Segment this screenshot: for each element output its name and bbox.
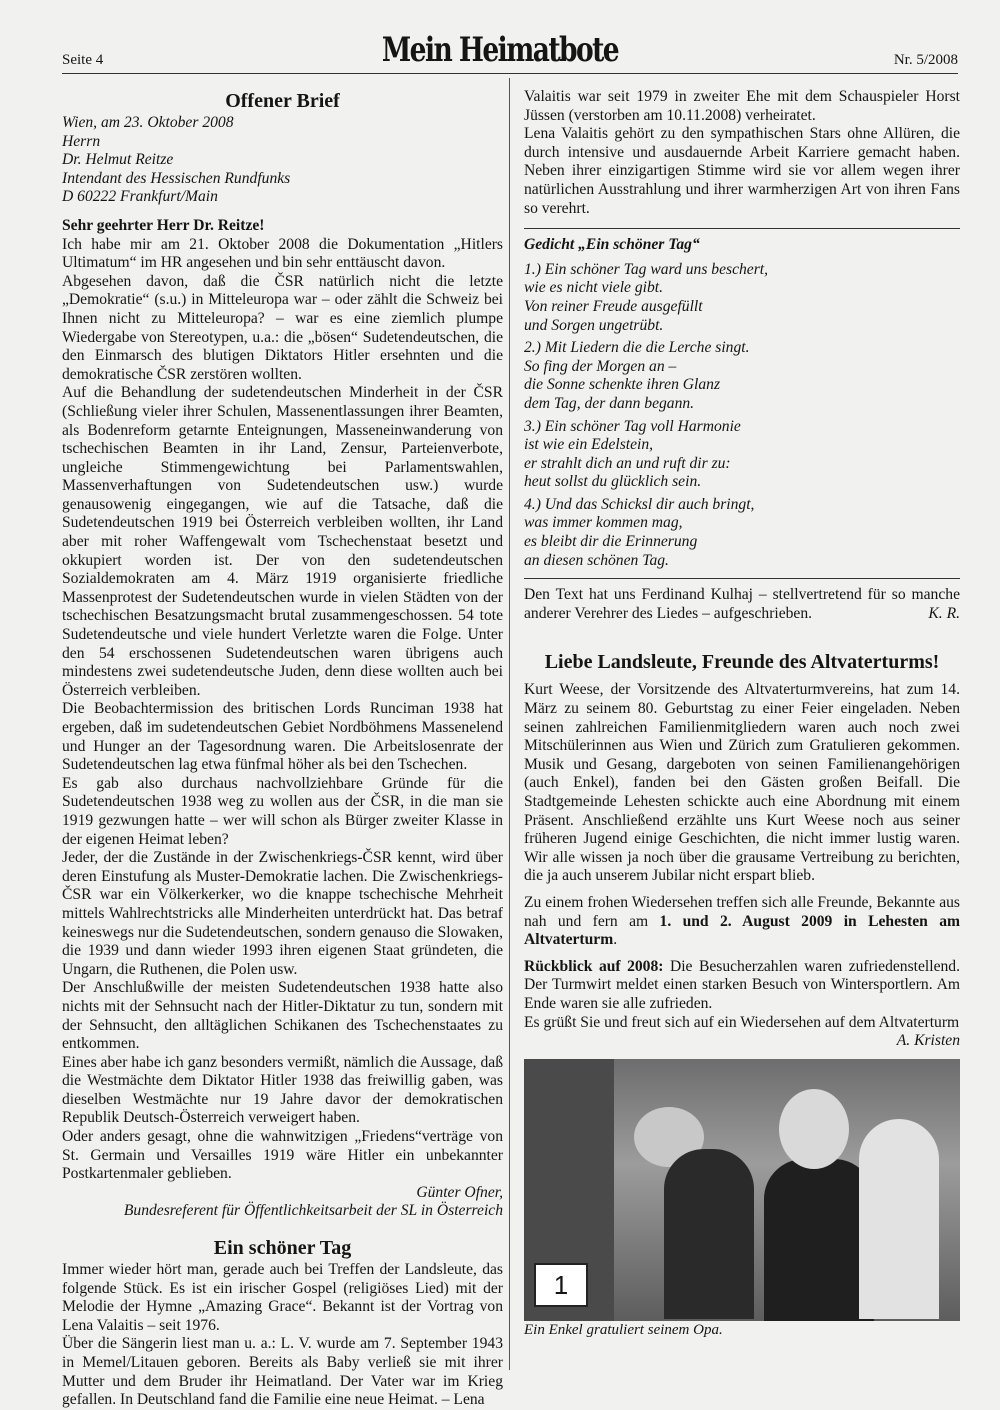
- tower-meeting-date: 1. und 2. August 2009 in Lehesten am Altvaterturm: [524, 912, 960, 949]
- photo-caption: Ein Enkel gratuliert seinem Opa.: [524, 1321, 723, 1338]
- poem-line: 2.) Mit Liedern die die Lerche singt.: [524, 339, 750, 357]
- poem-line: 3.) Ein schöner Tag voll Harmonie: [524, 417, 741, 435]
- poem-stanza: [524, 496, 960, 570]
- song-continuation: Lena Valaitis gehört zu den sympathischen Stars ohne Allüren, die durch intensive und ausdauernde Arbeit Karriere gemacht haben. Neben ihrer einzigartigen Stimme wird sie vor allem wegen ihrer natürlichen Ausstrahlung und ihrer warmherzigen Art von ihren Fans so verehrt.: [524, 125, 960, 217]
- song-article-title: Ein schöner Tag: [213, 1237, 352, 1260]
- photo-figure: [859, 1119, 939, 1319]
- photo-figure: [779, 1089, 849, 1169]
- letter-title: Offener Brief: [225, 90, 340, 112]
- tower-review-paragraph: [524, 958, 960, 1014]
- poem-line: und Sorgen ungetrübt.: [524, 316, 664, 334]
- poem-line: die Sonne schenkte ihren Glanz: [524, 376, 721, 394]
- letter-paragraph: Auf die Behandlung der sudetendeutschen Minderheit in der ČSR (Schließung vieler ihrer Schulen, Massenentlassungen ihrer Beamten, als Bodenreform getarnte Enteignungen, Masseneinwanderung von tschechischen Beamten in ihr Land, Zensur, Parteienverbote, ungleiche Stimmengewichtung bei Parlamentswahlen, Massenverhaftungen von Sudetendeutschen usw.) wurde genausowenig eingegangen, wie auf die Tatsache, daß die Sudetendeutschen 1919 bei Österreich verbleiben wollten, ihr Land aber mit roher Waffengewalt vom Tschechenstaat besetzt und okkupiert worden ist. Der von den sudetendeutschen Sozialdemokraten am 4. März 1919 organisierte friedliche Massenprotest der Sudetendeutschen wurde in vielen Städten von der tschechischen Besatzungsmacht brutal zusammengeschossen. 54 tote Sudetendeutsche und viele hundert Verletzte waren die Folge. Unter den 54 erschossenen Sudetendeutschen waren übrigens auch mindestens zwei sudetendeutsche Juden, denn diese wollten auch bei Österreich verbleiben.: [62, 384, 503, 699]
- poem-line: 1.) Ein schöner Tag ward uns beschert,: [524, 260, 769, 278]
- address-line: Wien, am 23. Oktober 2008: [62, 114, 234, 131]
- poem-line: So fing der Morgen an –: [524, 357, 677, 375]
- section-rule: [524, 228, 960, 229]
- address-line: Dr. Helmut Reitze: [62, 151, 174, 169]
- photo-number-label: 1: [534, 1263, 588, 1307]
- tower-paragraph: Kurt Weese, der Vorsitzende des Altvaterturmvereins, hat zum 14. März zu seinem 80. Geburtstag zu einer Feier eingeladen. Neben seinen zahlreichen Familienmitgliedern waren auch noch zwei Mitschülerinnen aus Wien und Zürich zum Gratulieren gekommen. Musik und Gesang, dargeboten von seinen Familienangehörigen (auch Enkel), fanden bei den Gästen großen Beifall. Die Stadtgemeinde Lehesten schickte auch eine Abordnung mit einem Präsent. Anschließend erzählte uns Kurt Weese noch aus seiner früheren Jugend einige Geschichten, die nicht immer lustig waren. Wir alle wissen ja noch über die grausame Vertreibung zu berichten, die ja auch unserem Jubilar nicht erspart blieb.: [524, 681, 960, 885]
- address-line: D 60222 Frankfurt/Main: [62, 188, 218, 206]
- letter-signature-name: Günter Ofner,: [416, 1183, 503, 1201]
- masthead-logo: Mein Heimatbote: [381, 30, 619, 70]
- column-divider: [509, 78, 510, 1370]
- letter-signature-role: Bundesreferent für Öffentlichkeitsarbeit der SL in Österreich: [123, 1202, 503, 1220]
- poem-footnote-text: Den Text hat uns Ferdinand Kulhaj – stellvertretend für so manche anderer Verehrer des Liedes – aufgeschrieben.: [524, 586, 960, 622]
- poem: [524, 236, 960, 570]
- tower-signature: A. Kristen: [896, 1032, 960, 1050]
- photo-figure: [764, 1159, 874, 1321]
- letter-paragraph: Die Beobachtermission des britischen Lords Runciman 1938 hat ergeben, daß im sudetendeutschen Gebiet Nordböhmens Massenelend und Hunger an der Tagesordnung waren. Die Arbeitslosenrate der Sudetendeutschen lag etwa fünfmal höher als bei den Tschechen.: [62, 700, 503, 774]
- letter-paragraph: Der Anschlußwille der meisten Sudetendeutschen 1938 hatte also nichts mit der Sehnsucht nach der Hitler-Diktatur zu tun, sondern mit der Sehnsucht, den alltäglichen Schikanen des Tschechenstaates zu entkommen.: [62, 979, 503, 1053]
- song-paragraph: Über die Sängerin liest man u. a.: L. V. wurde am 7. September 1943 in Memel/Litauen geboren. Bereits als Baby verließ sie mit ihrer Mutter und dem Bruder ihr Heimatland. Der Vater war im Krieg gefallen. In Deutschland fand die Familie eine neue Heimat. – Lena: [62, 1335, 503, 1409]
- poem-line: heut sollst du glücklich sein.: [524, 473, 702, 491]
- poem-title: Gedicht „Ein schöner Tag“: [524, 236, 700, 254]
- address-line: Herrn: [62, 132, 101, 150]
- poem-line: 4.) Und das Schicksl dir auch bringt,: [524, 495, 755, 513]
- poem-line: dem Tag, der dann begann.: [524, 394, 695, 412]
- poem-footnote: [524, 586, 960, 623]
- poem-line: Von reiner Freude ausgefüllt: [524, 297, 703, 315]
- section-rule: [524, 578, 960, 579]
- poem-line: an diesen schönen Tag.: [524, 551, 669, 569]
- right-column: [524, 88, 960, 1339]
- event-photo: [524, 1059, 960, 1321]
- poem-line: wie es nicht viele gibt.: [524, 279, 664, 297]
- tower-review-lead: Rückblick auf 2008:: [524, 957, 664, 975]
- letter-salutation: Sehr geehrter Herr Dr. Reitze!: [62, 216, 265, 234]
- header-rule: [62, 73, 958, 74]
- tower-meeting-lead: Zu einem frohen Wiedersehen treffen sich alle Freunde, Bekannte aus nah und fern am: [524, 893, 960, 930]
- poem-line: ist wie ein Edelstein,: [524, 436, 654, 454]
- tower-meeting-end: .: [613, 931, 618, 949]
- tower-greeting: Es grüßt Sie und freut sich auf ein Wiedersehen auf dem Altvaterturm: [524, 1013, 960, 1031]
- address-line: Intendant des Hessischen Rundfunks: [62, 169, 291, 187]
- letter-paragraph: Oder anders gesagt, ohne die wahnwitzigen „Friedens“verträge von St. Germain und Versailles 1919 wäre Hitler ein unbekannter Postkartenmaler geblieben.: [62, 1128, 503, 1183]
- photo-figure: [664, 1149, 754, 1319]
- letter-paragraph: Abgesehen davon, daß die ČSR natürlich nicht die letzte „Demokratie“ (s.u.) in Mitteleuropa war – oder zählt die Schweiz bei Ihnen nicht zu Mitteleuropa? – war es eine ziemlich plumpe Wiedergabe von Stereotypen, u.a.: die „bösen“ Sudetendeutschen, die den Einmarsch des blutigen Diktators Hitler ersehnten und die demokratische ČSR zerstören wollten.: [62, 272, 503, 383]
- tower-title: Liebe Landsleute, Freunde des Altvaterturms!: [544, 651, 940, 674]
- poem-stanza: [524, 418, 960, 492]
- tower-meeting-paragraph: [524, 894, 960, 950]
- letter-paragraph: Jeder, der die Zustände in der Zwischenkriegs-ČSR kennt, wird über deren Einstufung als Muster-Demokratie lachen. Die Zwischenkriegs-ČSR war ein Völkerkerker, wo die knappe tschechische Mehrheit mittels Wahlrechtstricks alle Minderheiten unterdrückt hat. Das betraf keineswegs nur die Sudetendeutschen, sondern genauso die Slowaken, die 1939 und dann wieder 1993 ihren eigenen Staat gründeten, die Ungarn, die Ruthenen, die Polen usw.: [62, 849, 503, 978]
- tower-review-text: Die Besucherzahlen waren zufriedenstellend. Der Turmwirt meldet einen starken Besuch von Wintersportlern. Am Ende waren sie alle zufrieden.: [524, 957, 960, 1012]
- poem-line: es bleibt dir die Erinnerung: [524, 533, 698, 551]
- letter-paragraph: Es gab also durchaus nachvollziehbare Gründe für die Sudetendeutschen 1938 weg zu wollen aus der ČSR, in die man sie 1919 gezwungen hatte – wer will schon als Bürger zweiter Klasse in der eigenen Heimat leben?: [62, 774, 503, 848]
- page-number: Seite 4: [62, 52, 104, 68]
- issue-number: Nr. 5/2008: [893, 52, 958, 68]
- song-paragraph: Immer wieder hört man, gerade auch bei Treffen der Landsleute, das folgende Stück. Es ist ein irischer Gospel (religiöses Lied) mit der Melodie der Hymne „Amazing Grace“. Bekannt ist der Vortrag von Lena Valaitis – seit 1976.: [62, 1261, 503, 1334]
- poem-stanza: [524, 339, 960, 413]
- poem-line: was immer kommen mag,: [524, 514, 683, 532]
- letter-paragraph: Ich habe mir am 21. Oktober 2008 die Dokumentation „Hitlers Ultimatum“ im HR angesehen und bin sehr enttäuscht davon.: [62, 235, 503, 272]
- left-column: [62, 88, 503, 1410]
- song-continuation: Valaitis war seit 1979 in zweiter Ehe mit dem Schauspieler Horst Jüssen (verstorben am 10.11.2008) verheiratet.: [524, 88, 960, 124]
- letter-paragraph: Eines aber habe ich ganz besonders vermißt, nämlich die Aussage, daß die Westmächte dem Diktator Hitler 1938 das freiwillig gaben, was dieselben Westmächte nur 19 Jahre davor der demokratischen Republik Deutsch-Österreich verweigert haben.: [62, 1053, 503, 1127]
- poem-line: er strahlt dich an und ruft dir zu:: [524, 454, 731, 472]
- poem-stanza: [524, 261, 960, 335]
- poem-footnote-initials: K. R.: [928, 604, 960, 622]
